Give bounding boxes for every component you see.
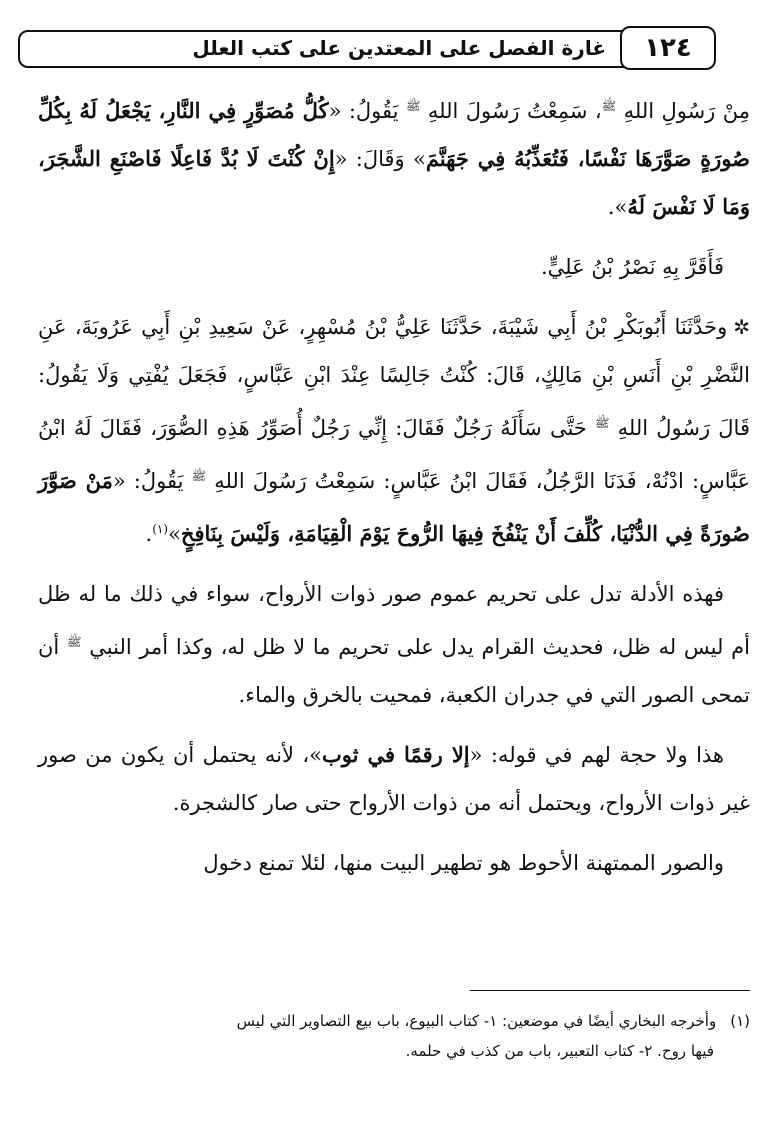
pbuh-glyph: ﷺ: [191, 469, 207, 483]
pbuh-glyph: ﷺ: [67, 635, 82, 649]
hadith-quote: مَنْ صَوَّرَ صُورَةً فِي الدُّنْيَا، كُلِّفَ أَنْ يَنْفُخَ فِيهَا الرُّوحَ يَوْمَ الْقِيَامَةِ، وَلَيْسَ بِنَافِخٍ: [38, 468, 750, 546]
paragraph: هذا ولا حجة لهم في قوله: «إلا رقمًا في ثوب»، لأنه يحتمل أن يكون من صور غير ذوات الأرواح، ويحتمل أنه من ذوات الأرواح حتى صار كالشجرة.: [38, 742, 750, 815]
footnote-line: فيها روح. ٢- كتاب التعبير، باب من كذب في حلمه.: [405, 1042, 714, 1060]
footnote-line: (١)وأخرجه البخاري أيضًا في موضعين: ١- كتاب البيوع، باب بيع التصاوير التي ليس: [236, 1012, 750, 1030]
paragraph: فَأَقَرَّ بِهِ نَصْرُ بْنُ عَلِيٍّ.: [540, 255, 724, 279]
paragraph: والصور الممتهنة الأحوط هو تطهير البيت منها، لئلا تمنع دخول: [203, 851, 724, 875]
main-text: [38, 82, 750, 899]
footnote-ref: (١): [152, 522, 169, 536]
footnote: [40, 1006, 750, 1066]
flower-ornament-icon: ✲: [733, 315, 750, 339]
pbuh-glyph: ﷺ: [405, 99, 421, 113]
book-title: غارة الفصل على المعتدين على كتب العلل: [192, 36, 606, 60]
pbuh-glyph: ﷺ: [594, 416, 610, 430]
hadith-quote: كُلُّ مُصَوِّرٍ فِي النَّارِ، يَجْعَلُ لَهُ بِكُلِّ صُورَةٍ صَوَّرَهَا نَفْسًا، فَتُعَذِّبُهُ فِي جَهَنَّمَ: [38, 98, 751, 171]
paragraph: ✲وحَدَّثَنَا أَبُوبَكْرِ بْنُ أَبِي شَيْبَةَ، حَدَّثَنَا عَلِيُّ بْنُ مُسْهِرٍ، عَنْ سَعِيدِ بْنِ أَبِي عَرُوبَةَ، عَنِ النَّضْرِ بْنِ أَنَسِ بْنِ مَالِكٍ، قَالَ: كُنْتُ جَالِسًا عِنْدَ ابْنِ عَبَّاسٍ، فَجَعَلَ يُفْتِي وَلَا يَقُولُ: قَالَ رَسُولُ اللهِ $^ﷺ$ حَتَّى سَأَلَهُ رَجُلٌ فَقَالَ: إِنِّي رَجُلٌ أُصَوِّرُ هَذِهِ الصُّوَرَ، فَقَالَ لَهُ ابْنُ عَبَّاسٍ: ادْنُهْ، فَدَنَا الرَّجُلُ، فَقَالَ ابْنُ عَبَّاسٍ: سَمِعْتُ رَسُولَ اللهِ $^ﷺ$ يَقُولُ: «مَنْ صَوَّرَ صُورَةً فِي الدُّنْيَا، كُلِّفَ أَنْ يَنْفُخَ فِيهَا الرُّوحَ يَوْمَ الْقِيَامَةِ، وَلَيْسَ بِنَافِخٍ»$^{(١)}$.: [38, 315, 750, 546]
footnote-number: (١): [730, 1012, 750, 1030]
hadith-quote: إلا رقمًا في ثوب: [321, 742, 470, 767]
hadith-quote: إِنْ كُنْتَ لَا بُدَّ فَاعِلًا فَاصْنَعِ الشَّجَرَ، وَمَا لَا نَفْسَ لَهُ: [38, 146, 750, 219]
footnote-divider: [470, 990, 750, 991]
page-number: ١٢٤: [620, 26, 716, 70]
paragraph: فهذه الأدلة تدل على تحريم عموم صور ذوات الأرواح، سواء في ذلك ما له ظل أم ليس له ظل، فحديث القرام يدل على تحريم ما لا ظل له، وكذا أمر النبي $^ﷺ$ أن تمحى الصور التي في جدران الكعبة، فمحيت بالخرق والماء.: [38, 582, 750, 707]
pbuh-glyph: ﷺ: [601, 99, 617, 113]
paragraph: مِنْ رَسُولِ اللهِ $^ﷺ$، سَمِعْتُ رَسُولَ اللهِ $^ﷺ$ يَقُولُ: «كُلُّ مُصَوِّرٍ فِي النَّارِ، يَجْعَلُ لَهُ بِكُلِّ صُورَةٍ صَوَّرَهَا نَفْسًا، فَتُعَذِّبُهُ فِي جَهَنَّمَ» وَقَالَ: «إِنْ كُنْتَ لَا بُدَّ فَاعِلًا فَاصْنَعِ الشَّجَرَ، وَمَا لَا نَفْسَ لَهُ».: [38, 98, 751, 219]
